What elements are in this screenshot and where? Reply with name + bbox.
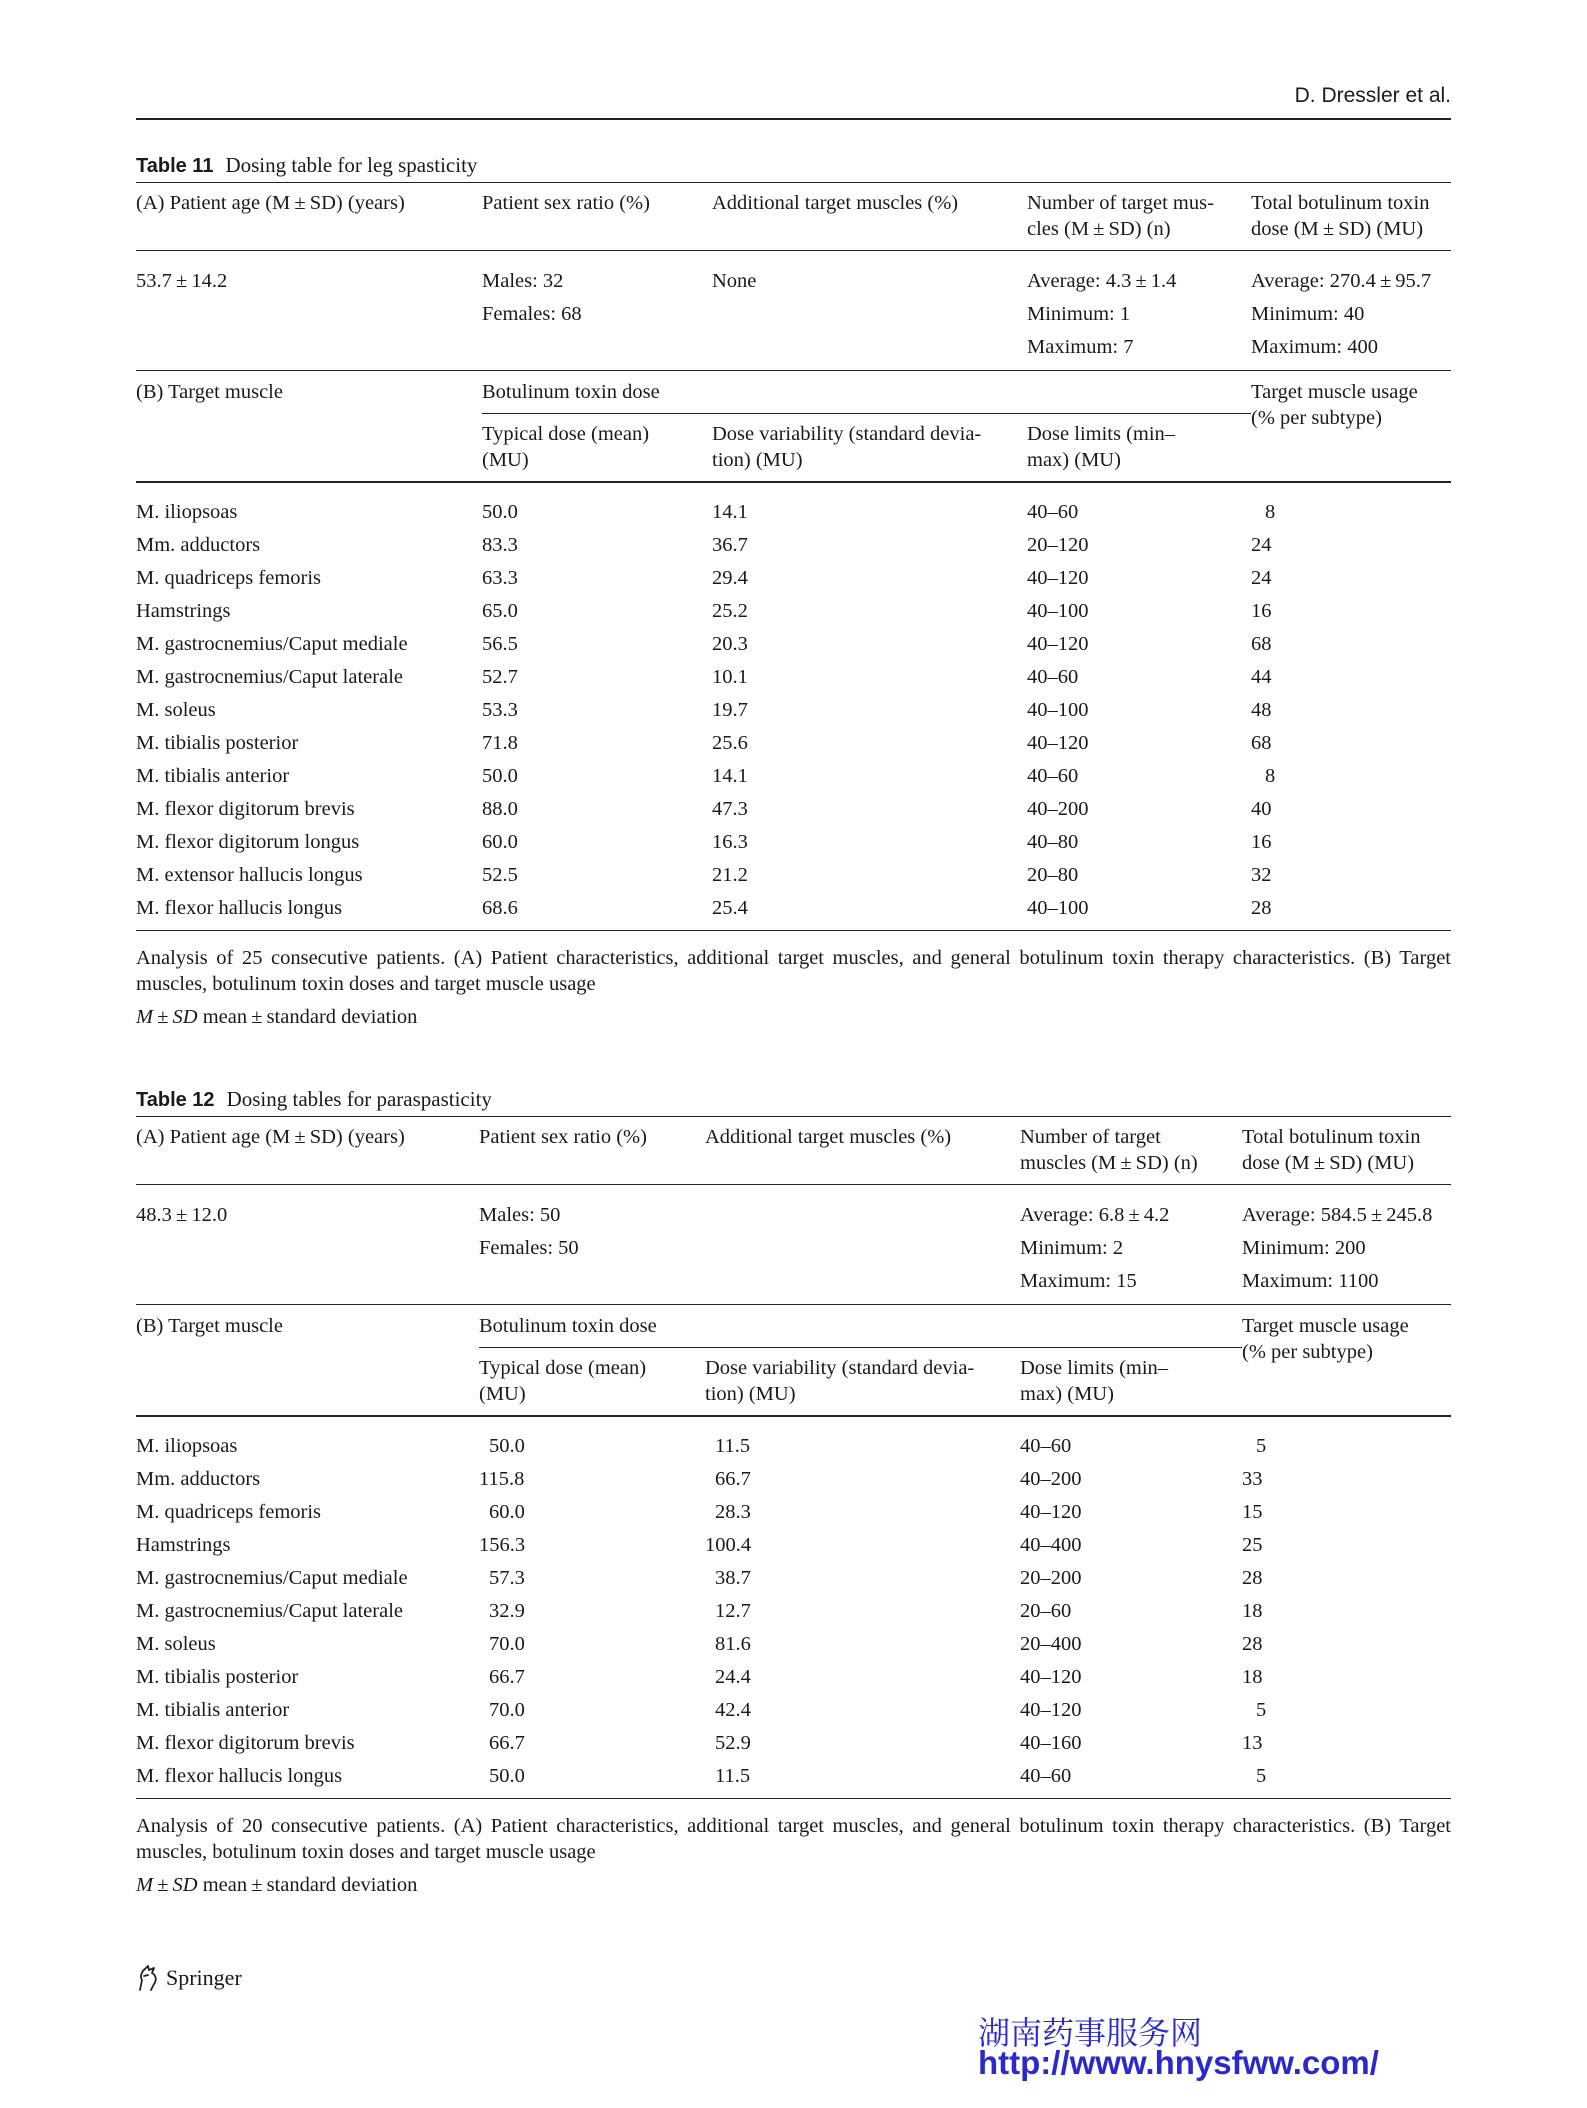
table-cell: 25.2 bbox=[712, 600, 748, 622]
table-cell: 14.1 bbox=[712, 482, 1027, 529]
table-cell: 33 bbox=[1242, 1468, 1263, 1490]
table-cell: Hamstrings bbox=[136, 1534, 231, 1556]
table-row bbox=[136, 1628, 1451, 1661]
table-cell: 25.6 bbox=[712, 732, 748, 754]
column-header: Patient sex ratio (%) bbox=[479, 1117, 705, 1185]
table-row bbox=[136, 529, 1451, 562]
table-cell: 14.1 bbox=[712, 765, 748, 787]
table-cell: 28 bbox=[1251, 897, 1272, 919]
table-row bbox=[136, 628, 1451, 661]
column-header-target-muscle: (B) Target muscle bbox=[136, 1305, 479, 1417]
table-cell: 40 bbox=[1251, 798, 1272, 820]
table-cell: 20–60 bbox=[1020, 1600, 1072, 1622]
table-cell: 24 bbox=[1251, 534, 1272, 556]
table-cell: 71.8 bbox=[482, 732, 518, 754]
table-cell: 50.0 bbox=[489, 1765, 525, 1787]
table-cell: M. iliopsoas bbox=[136, 1416, 479, 1463]
table-cell: 40–100 bbox=[1027, 600, 1089, 622]
table-cell: 68 bbox=[1251, 633, 1272, 655]
table-row bbox=[136, 1496, 1451, 1529]
table-cell: 40–60 bbox=[1020, 1416, 1242, 1463]
table-row bbox=[136, 482, 1451, 529]
table-cell: 16.3 bbox=[712, 831, 748, 853]
table-cell: 25 bbox=[1242, 1534, 1263, 1556]
table-cell: 8 bbox=[1251, 482, 1451, 529]
patient-characteristics-row bbox=[136, 251, 1451, 371]
abbreviation-term: M ± SD bbox=[136, 1006, 198, 1028]
table-title: Dosing tables for paraspasticity bbox=[226, 1087, 492, 1111]
table-cell: 66.7 bbox=[715, 1468, 751, 1490]
table-number: Table 12 bbox=[136, 1089, 215, 1111]
table-cell: 44 bbox=[1251, 666, 1272, 688]
table-cell: 156.3 bbox=[479, 1534, 526, 1556]
table-row bbox=[136, 826, 1451, 859]
column-header-limits: Dose limits (min– max) (MU) bbox=[1020, 1348, 1242, 1417]
table-cell: M. flexor hallucis longus bbox=[136, 1765, 343, 1787]
table-row bbox=[136, 562, 1451, 595]
table-cell: 20–400 bbox=[1020, 1633, 1082, 1655]
table-cell: 11.5 bbox=[715, 1765, 751, 1787]
table-abbreviation bbox=[136, 1004, 1451, 1030]
column-header-usage: Target muscle usage (% per subtype) bbox=[1251, 371, 1451, 483]
table-cell: Hamstrings bbox=[136, 600, 231, 622]
table-cell: 57.3 bbox=[489, 1567, 525, 1589]
table-cell: 8 bbox=[1265, 765, 1276, 787]
table-cell: 40–60 bbox=[1027, 482, 1251, 529]
table-row bbox=[136, 727, 1451, 760]
table-cell: 12.7 bbox=[715, 1600, 751, 1622]
springer-horse-icon bbox=[136, 1964, 160, 1992]
table-row bbox=[136, 1760, 1451, 1799]
table-cell: 18 bbox=[1242, 1600, 1263, 1622]
patient-characteristic-cell bbox=[705, 1185, 1020, 1305]
header-row-b bbox=[136, 371, 1451, 414]
column-header-target-muscle: (B) Target muscle bbox=[136, 371, 482, 483]
patient-characteristic-cell: Average: 270.4 ± 95.7 Minimum: 40 Maximum: 400 bbox=[1251, 251, 1451, 371]
table-cell: 50.0 bbox=[479, 1416, 705, 1463]
publisher-name: Springer bbox=[166, 1965, 242, 1990]
table-cell: 24.4 bbox=[715, 1666, 751, 1688]
table-row bbox=[136, 661, 1451, 694]
table-cell: 20–120 bbox=[1027, 534, 1089, 556]
table-cell: 52.5 bbox=[482, 864, 518, 886]
table-cell: 20.3 bbox=[712, 633, 748, 655]
table-row bbox=[136, 1562, 1451, 1595]
column-header: (A) Patient age (M ± SD) (years) bbox=[136, 183, 482, 251]
table-cell: 40–100 bbox=[1027, 897, 1089, 919]
patient-characteristic-cell: Average: 4.3 ± 1.4 Minimum: 1 Maximum: 7 bbox=[1027, 251, 1251, 371]
table-cell: 32 bbox=[1251, 864, 1272, 886]
table-row bbox=[136, 595, 1451, 628]
column-header-variability: Dose variability (standard devia- tion) (MU) bbox=[705, 1348, 1020, 1417]
table-cell: M. flexor digitorum longus bbox=[136, 831, 360, 853]
patient-characteristic-cell: 48.3 ± 12.0 bbox=[136, 1185, 479, 1305]
table-cell: M. soleus bbox=[136, 699, 216, 721]
table-cell: 32.9 bbox=[489, 1600, 525, 1622]
running-head: D. Dressler et al. bbox=[1294, 84, 1451, 107]
column-header: (A) Patient age (M ± SD) (years) bbox=[136, 1117, 479, 1185]
table-cell: 38.7 bbox=[715, 1567, 751, 1589]
table-cell: 50.0 bbox=[482, 765, 518, 787]
table-cell: 20–200 bbox=[1020, 1567, 1082, 1589]
table-footnote: Analysis of 20 consecutive patients. (A) Patient characteristics, additional target muscles, and general botulinum toxin therapy characteristics. (B) Target muscles, botulinum toxin doses and target muscle usage bbox=[136, 1815, 1451, 1863]
table-cell: 19.7 bbox=[712, 699, 748, 721]
column-header-usage: Target muscle usage (% per subtype) bbox=[1242, 1305, 1451, 1417]
table-cell: 5 bbox=[1242, 1416, 1451, 1463]
column-header: Additional target muscles (%) bbox=[712, 183, 1027, 251]
dosing-table bbox=[136, 182, 1451, 931]
dosing-table bbox=[136, 1116, 1451, 1799]
table-footnote: Analysis of 25 consecutive patients. (A) Patient characteristics, additional target muscles, and general botulinum toxin therapy characteristics. (B) Target muscles, botulinum toxin doses and target muscle usage bbox=[136, 947, 1451, 995]
column-header-variability: Dose variability (standard devia- tion) (MU) bbox=[712, 414, 1027, 483]
column-header-typical: Typical dose (mean) (MU) bbox=[482, 414, 712, 483]
patient-characteristic-cell: Average: 6.8 ± 4.2 Minimum: 2 Maximum: 15 bbox=[1020, 1185, 1242, 1305]
table-cell: M. tibialis anterior bbox=[136, 765, 290, 787]
table-cell: M. quadriceps femoris bbox=[136, 567, 322, 589]
table-cell: 20–80 bbox=[1027, 864, 1079, 886]
table-cell: M. gastrocnemius/Caput mediale bbox=[136, 633, 408, 655]
table-cell: M. gastrocnemius/Caput laterale bbox=[136, 1600, 403, 1622]
table-row bbox=[136, 793, 1451, 826]
table-cell: 40–120 bbox=[1020, 1501, 1082, 1523]
table-number: Table 11 bbox=[136, 155, 214, 177]
column-header: Additional target muscles (%) bbox=[705, 1117, 1020, 1185]
table-cell: 66.7 bbox=[489, 1666, 525, 1688]
table-cell: Mm. adductors bbox=[136, 534, 261, 556]
table-12 bbox=[136, 1082, 1451, 1898]
table-cell: 13 bbox=[1242, 1732, 1263, 1754]
table-cell: 52.7 bbox=[482, 666, 518, 688]
table-cell: 28 bbox=[1242, 1567, 1263, 1589]
column-header: Number of target mus- cles (M ± SD) (n) bbox=[1027, 183, 1251, 251]
table-cell: M. gastrocnemius/Caput mediale bbox=[136, 1567, 408, 1589]
table-cell: 40–200 bbox=[1020, 1468, 1082, 1490]
table-cell: 60.0 bbox=[482, 831, 518, 853]
table-row bbox=[136, 892, 1451, 931]
table-cell: M. gastrocnemius/Caput laterale bbox=[136, 666, 403, 688]
abbreviation-term: M ± SD bbox=[136, 1874, 198, 1896]
table-cell: 40–60 bbox=[1027, 666, 1079, 688]
abbreviation-definition: mean ± standard deviation bbox=[202, 1874, 418, 1896]
table-cell: 100.4 bbox=[705, 1534, 752, 1556]
table-cell: 25.4 bbox=[712, 897, 748, 919]
table-cell: 40–200 bbox=[1027, 798, 1089, 820]
column-header: Number of target muscles (M ± SD) (n) bbox=[1020, 1117, 1242, 1185]
table-cell: 52.9 bbox=[715, 1732, 751, 1754]
table-cell: M. tibialis posterior bbox=[136, 732, 299, 754]
patient-characteristic-cell: Average: 584.5 ± 245.8 Minimum: 200 Maximum: 1100 bbox=[1242, 1185, 1451, 1305]
table-cell: 36.7 bbox=[712, 534, 748, 556]
table-cell: 56.5 bbox=[482, 633, 518, 655]
table-row bbox=[136, 694, 1451, 727]
table-cell: 40–120 bbox=[1027, 732, 1089, 754]
table-row bbox=[136, 1727, 1451, 1760]
watermark-chinese: 湖南药事服务网 bbox=[978, 2014, 1203, 2052]
table-cell: 68 bbox=[1251, 732, 1272, 754]
table-cell: 15 bbox=[1242, 1501, 1263, 1523]
table-row bbox=[136, 1416, 1451, 1463]
publisher-logo bbox=[136, 1964, 242, 1992]
table-caption bbox=[136, 1082, 1451, 1116]
table-row bbox=[136, 1661, 1451, 1694]
column-header-limits: Dose limits (min– max) (MU) bbox=[1027, 414, 1251, 483]
table-cell: M. quadriceps femoris bbox=[136, 1501, 322, 1523]
table-cell: 63.3 bbox=[482, 567, 518, 589]
table-cell: 16 bbox=[1251, 831, 1272, 853]
table-cell: 5 bbox=[1256, 1699, 1267, 1721]
table-cell: 65.0 bbox=[482, 600, 518, 622]
table-cell: Mm. adductors bbox=[136, 1468, 261, 1490]
table-cell: 88.0 bbox=[482, 798, 518, 820]
column-header: Patient sex ratio (%) bbox=[482, 183, 712, 251]
table-cell: 53.3 bbox=[482, 699, 518, 721]
column-header-group: Botulinum toxin dose bbox=[482, 371, 1251, 414]
patient-characteristic-cell: Males: 32 Females: 68 bbox=[482, 251, 712, 371]
table-11 bbox=[136, 148, 1451, 1030]
patient-characteristic-cell: Males: 50 Females: 50 bbox=[479, 1185, 705, 1305]
table-cell: 24 bbox=[1251, 567, 1272, 589]
table-cell: M. iliopsoas bbox=[136, 482, 482, 529]
table-cell: 18 bbox=[1242, 1666, 1263, 1688]
header-row-b bbox=[136, 1305, 1451, 1348]
table-cell: M. flexor digitorum brevis bbox=[136, 1732, 355, 1754]
table-cell: 68.6 bbox=[482, 897, 518, 919]
table-cell: M. tibialis posterior bbox=[136, 1666, 299, 1688]
table-cell: 48 bbox=[1251, 699, 1272, 721]
table-cell: 16 bbox=[1251, 600, 1272, 622]
table-cell: 28 bbox=[1242, 1633, 1263, 1655]
table-cell: 10.1 bbox=[712, 666, 748, 688]
table-cell: 66.7 bbox=[489, 1732, 525, 1754]
table-cell: 40–60 bbox=[1027, 765, 1079, 787]
column-header-group: Botulinum toxin dose bbox=[479, 1305, 1242, 1348]
table-cell: 5 bbox=[1256, 1765, 1267, 1787]
table-cell: 70.0 bbox=[489, 1699, 525, 1721]
table-cell: 28.3 bbox=[715, 1501, 751, 1523]
table-cell: 42.4 bbox=[715, 1699, 751, 1721]
table-caption bbox=[136, 148, 1451, 182]
table-row bbox=[136, 1463, 1451, 1496]
table-cell: 40–120 bbox=[1020, 1699, 1082, 1721]
column-header-typical: Typical dose (mean) (MU) bbox=[479, 1348, 705, 1417]
table-row bbox=[136, 1595, 1451, 1628]
table-cell: 11.5 bbox=[705, 1416, 1020, 1463]
table-cell: 81.6 bbox=[715, 1633, 751, 1655]
table-cell: M. soleus bbox=[136, 1633, 216, 1655]
header-row-a bbox=[136, 1117, 1451, 1185]
table-cell: 60.0 bbox=[489, 1501, 525, 1523]
table-cell: 47.3 bbox=[712, 798, 748, 820]
table-cell: M. tibialis anterior bbox=[136, 1699, 290, 1721]
table-title: Dosing table for leg spasticity bbox=[225, 153, 478, 177]
patient-characteristic-cell: None bbox=[712, 251, 1027, 371]
table-cell: M. flexor digitorum brevis bbox=[136, 798, 355, 820]
table-cell: M. flexor hallucis longus bbox=[136, 897, 343, 919]
table-cell: 40–400 bbox=[1020, 1534, 1082, 1556]
table-abbreviation bbox=[136, 1872, 1451, 1898]
table-cell: 50.0 bbox=[482, 482, 712, 529]
table-cell: 40–100 bbox=[1027, 699, 1089, 721]
table-cell: M. extensor hallucis longus bbox=[136, 864, 363, 886]
table-cell: 40–60 bbox=[1020, 1765, 1072, 1787]
table-cell: 29.4 bbox=[712, 567, 748, 589]
table-row bbox=[136, 760, 1451, 793]
table-row bbox=[136, 1529, 1451, 1562]
table-cell: 40–120 bbox=[1027, 567, 1089, 589]
table-cell: 40–80 bbox=[1027, 831, 1079, 853]
table-cell: 70.0 bbox=[489, 1633, 525, 1655]
table-cell: 40–120 bbox=[1020, 1666, 1082, 1688]
header-rule bbox=[136, 118, 1451, 120]
abbreviation-definition: mean ± standard deviation bbox=[202, 1006, 418, 1028]
table-cell: 40–160 bbox=[1020, 1732, 1082, 1754]
header-row-a bbox=[136, 183, 1451, 251]
watermark-url: http://www.hnysfww.com/ bbox=[978, 2044, 1379, 2081]
table-row bbox=[136, 859, 1451, 892]
table-row bbox=[136, 1694, 1451, 1727]
column-header: Total botulinum toxin dose (M ± SD) (MU) bbox=[1242, 1117, 1451, 1185]
table-cell: 21.2 bbox=[712, 864, 748, 886]
patient-characteristics-row bbox=[136, 1185, 1451, 1305]
table-cell: 115.8 bbox=[479, 1468, 525, 1490]
patient-characteristic-cell: 53.7 ± 14.2 bbox=[136, 251, 482, 371]
column-header: Total botulinum toxin dose (M ± SD) (MU) bbox=[1251, 183, 1451, 251]
table-cell: 83.3 bbox=[482, 534, 518, 556]
table-cell: 40–120 bbox=[1027, 633, 1089, 655]
